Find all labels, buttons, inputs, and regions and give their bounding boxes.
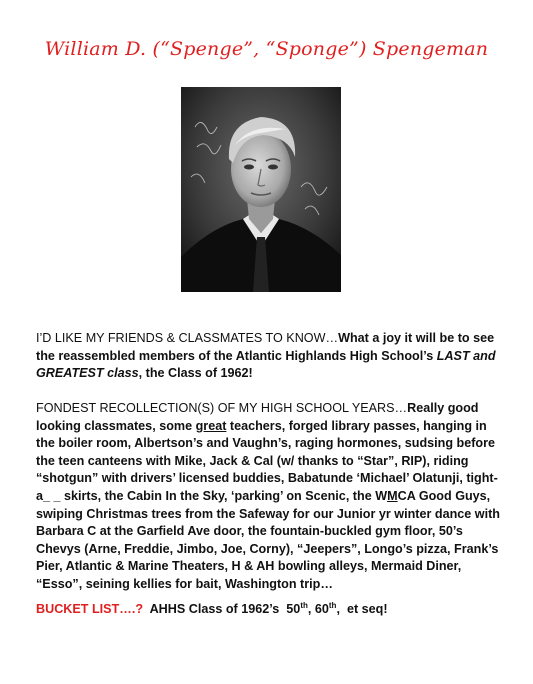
friends-text-b: , the Class of 1962!: [138, 366, 253, 381]
portrait-photo: [181, 87, 341, 292]
friends-heading: I’D LIKE MY FRIENDS & CLASSMATES TO KNOW…: [36, 331, 339, 345]
bucket-paragraph: [36, 601, 506, 619]
bucket-heading: BUCKET LIST….?: [36, 602, 144, 616]
recollections-text-a: Really good looking classmates, some: [36, 401, 479, 433]
friends-text-a: What a joy it will be to see the reassembled members of the Atlantic Highlands High School’s: [36, 331, 495, 363]
recollections-text-c: CA Good Guys, swiping Christmas trees from the Safeway for our Junior yr winter dance with Barbara C at the Garfield Ave door, the fountain-buckled gym floor, 50’s Chevys (Arne, Freddie, Jimbo, Joe, Corny), “Jeepers”, Longo’s pizza, Frank’s Pier, Atlantic & Marine Theaters, H & AH bowling alleys, Mermaid Diner, “Esso”, seining kellies for bait, Washington trip…: [36, 488, 500, 591]
bucket-sup-2: th: [328, 600, 337, 610]
bucket-text-b: , 60: [307, 602, 329, 616]
recollections-heading: FONDEST RECOLLECTION(S) OF MY HIGH SCHOOL YEARS…: [36, 401, 408, 415]
bucket-text-a: AHHS Class of 1962’s 50: [143, 602, 301, 616]
page-title: William D. (“Spenge”, “Sponge”) Spengeman: [44, 38, 489, 60]
bucket-sup-1: th: [300, 600, 308, 610]
recollections-text-b: teachers, forged library passes, hanging in the boiler room, Albertson’s and Vaughn’s, raging hormones, sudsing before the teen canteens with Mike, Jack & Cal (w/ thanks to “Star”, RIP), riding “shotgun” with drivers’ licensed buddies, Babatunde ‘Michael’ Olatunji, tight-a_ _ skirts, the Cabin In the Sky, ‘parking’ on Scenic, the W: [36, 418, 498, 503]
friends-paragraph: [36, 330, 506, 383]
friends-text-emphasis: LAST and GREATEST class: [36, 348, 496, 381]
recollections-underlined-great: great: [195, 418, 227, 433]
bucket-text-c: , et seq!: [336, 602, 388, 616]
recollections-underlined-m: M: [387, 488, 398, 503]
recollections-paragraph: [36, 400, 506, 594]
